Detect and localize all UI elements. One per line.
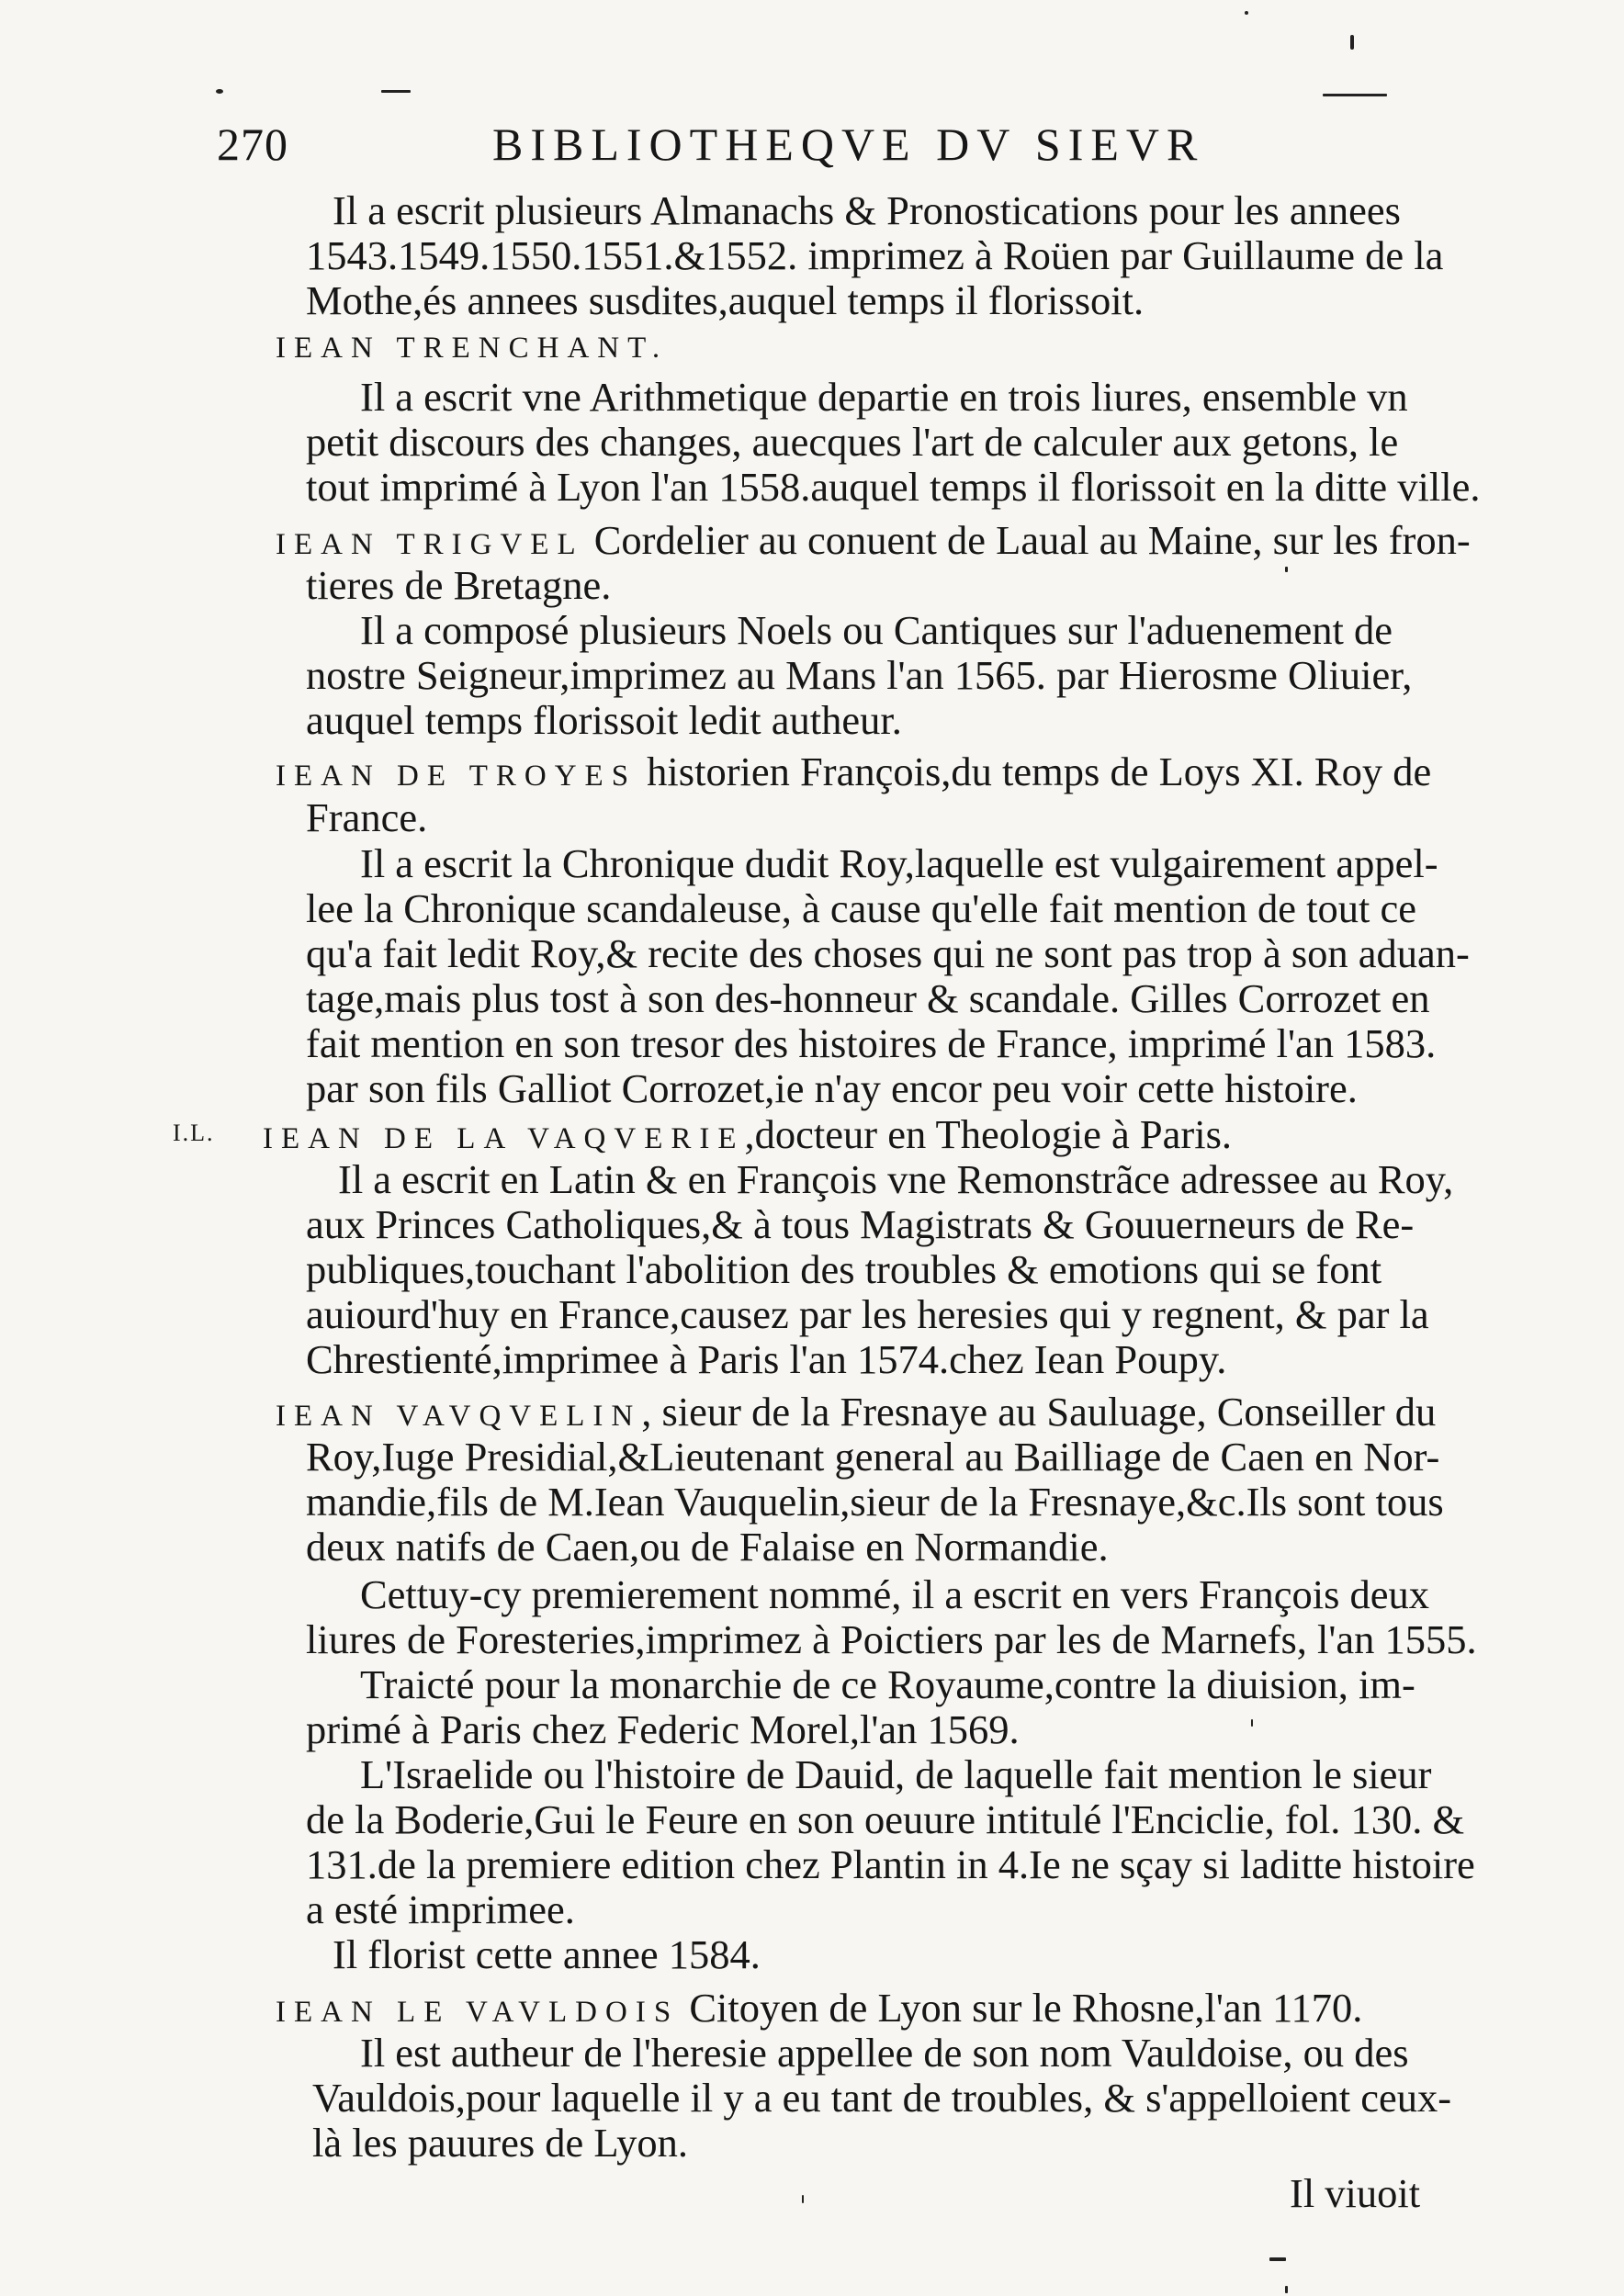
- scan-speck: [1269, 2257, 1286, 2261]
- text-line: Vauldois,pour laquelle il y a eu tant de troubles, & s'appelloient ceux-: [312, 2075, 1452, 2121]
- text-line: Mothe,és annees susdites,auquel temps il florissoit.: [306, 277, 1145, 323]
- text-line: Il a escrit plusieurs Almanachs & Pronostications pour les annees: [333, 187, 1401, 233]
- entry-heading: [276, 748, 1432, 794]
- text-line: là les pauures de Lyon.: [312, 2120, 689, 2166]
- heading-text: historien François,du temps de Loys XI. Roy de: [637, 748, 1432, 794]
- text-line: liures de Foresteries,imprimez à Poictiers par les de Marnefs, l'an 1555.: [306, 1616, 1477, 1662]
- text-line: petit discours des changes, auecques l'art de calculer aux getons, le: [306, 419, 1399, 465]
- heading-text: ,docteur en Theologie à Paris.: [744, 1111, 1233, 1157]
- author-name: IEAN DE TROYES: [276, 760, 637, 793]
- text-line: Il est autheur de l'heresie appellee de son nom Vauldoise, ou des: [360, 2030, 1409, 2076]
- entry-heading: [276, 1987, 1362, 2029]
- text-line: mandie,fils de M.Iean Vauquelin,sieur de la Fresnaye,&c.Ils sont tous: [306, 1479, 1444, 1525]
- author-name: IEAN VAVQVELIN: [276, 1400, 642, 1433]
- text-line: France.: [306, 794, 428, 840]
- text-line: Il a composé plusieurs Noels ou Cantiques sur l'aduenement de: [360, 607, 1393, 653]
- scan-speck: [802, 2195, 804, 2203]
- text-line: Cettuy-cy premierement nommé, il a escrit en vers François deux: [360, 1571, 1430, 1617]
- margin-note: I.L.: [173, 1120, 215, 1146]
- text-line: 1543.1549.1550.1551.&1552. imprimez à Roüen par Guillaume de la: [306, 232, 1444, 278]
- text-line: aux Princes Catholiques,& à tous Magistrats & Gouuerneurs de Re-: [306, 1201, 1415, 1247]
- text-line: Roy,Iuge Presidial,&Lieutenant general au Bailliage de Caen en Nor-: [306, 1434, 1440, 1480]
- entry-heading: [263, 1111, 1233, 1157]
- author-name: IEAN TRENCHANT.: [276, 332, 669, 365]
- text-line: 131.de la premiere edition chez Plantin in 4.Ie ne sçay si laditte histoire: [306, 1841, 1475, 1887]
- text-line: Il a escrit la Chronique dudit Roy,laquelle est vulgairement appel-: [360, 840, 1438, 886]
- text-line: Chrestienté,imprimee à Paris l'an 1574.chez Iean Poupy.: [306, 1336, 1227, 1382]
- text-line: Traicté pour la monarchie de ce Royaume,contre la diuision, im-: [360, 1661, 1415, 1707]
- entry-heading: [276, 517, 1471, 563]
- scan-speck: [381, 90, 411, 93]
- scan-speck: [1245, 11, 1248, 15]
- heading-text: , sieur de la Fresnaye au Sauluage, Conseiller du: [641, 1389, 1437, 1435]
- heading-text: Citoyen de Lyon sur le Rhosne,l'an 1170.: [679, 1985, 1363, 2031]
- text-line: qu'a fait ledit Roy,& recite des choses qui ne sont pas trop à son aduan-: [306, 930, 1470, 976]
- author-name: IEAN DE LA VAQVERIE: [263, 1122, 745, 1155]
- page-number: 270: [217, 118, 288, 170]
- text-line: nostre Seigneur,imprimez au Mans l'an 1565. par Hierosme Oliuier,: [306, 652, 1413, 698]
- catchword: Il viuoit: [1290, 2170, 1421, 2216]
- text-line: fait mention en son tresor des histoires de France, imprimé l'an 1583.: [306, 1020, 1437, 1066]
- text-line: de la Boderie,Gui le Feure en son oeuure intitulé l'Enciclie, fol. 130. &: [306, 1796, 1465, 1842]
- scan-speck: [1251, 1719, 1253, 1727]
- author-name: IEAN TRIGVEL: [276, 528, 584, 561]
- running-head: BIBLIOTHEQVE DV SIEVR: [492, 118, 1205, 170]
- text-line: Il florist cette annee 1584.: [333, 1931, 761, 1977]
- scan-speck: [1323, 94, 1387, 96]
- text-line: lee la Chronique scandaleuse, à cause qu'elle fait mention de tout ce: [306, 885, 1417, 931]
- text-line: publiques,touchant l'abolition des troubles & emotions qui se font: [306, 1246, 1382, 1292]
- text-line: primé à Paris chez Federic Morel,l'an 1569.: [306, 1706, 1020, 1752]
- entry-heading: [276, 1391, 1436, 1433]
- page-header: [217, 118, 1438, 182]
- scan-speck: [216, 89, 223, 94]
- scan-speck: [1285, 567, 1288, 572]
- text-line: Il a escrit vne Arithmetique departie en trois liures, ensemble vn: [360, 374, 1408, 420]
- text-line: L'Israelide ou l'histoire de Dauid, de laquelle fait mention le sieur: [360, 1751, 1432, 1797]
- text-line: tout imprimé à Lyon l'an 1558.auquel temps il florissoit en la ditte ville.: [306, 464, 1481, 510]
- scan-speck: [1350, 35, 1354, 50]
- heading-text: Cordelier au conuent de Laual au Maine, sur les fron-: [583, 517, 1471, 563]
- author-name: IEAN LE VAVLDOIS: [276, 1996, 680, 2029]
- text-line: par son fils Galliot Corrozet,ie n'ay encor peu voir cette histoire.: [306, 1065, 1358, 1111]
- text-line: tieres de Bretagne.: [306, 562, 612, 608]
- text-line: auquel temps florissoit ledit autheur.: [306, 697, 902, 743]
- text-line: a esté imprimee.: [306, 1886, 575, 1932]
- text-line: deux natifs de Caen,ou de Falaise en Normandie.: [306, 1524, 1109, 1570]
- scan-speck: [1285, 2286, 1288, 2293]
- text-line: auiourd'huy en France,causez par les heresies qui y regnent, & par la: [306, 1291, 1429, 1337]
- text-line: Il a escrit en Latin & en François vne Remonstrãce adressee au Roy,: [338, 1156, 1454, 1202]
- text-line: tage,mais plus tost à son des-honneur & scandale. Gilles Corrozet en: [306, 975, 1430, 1021]
